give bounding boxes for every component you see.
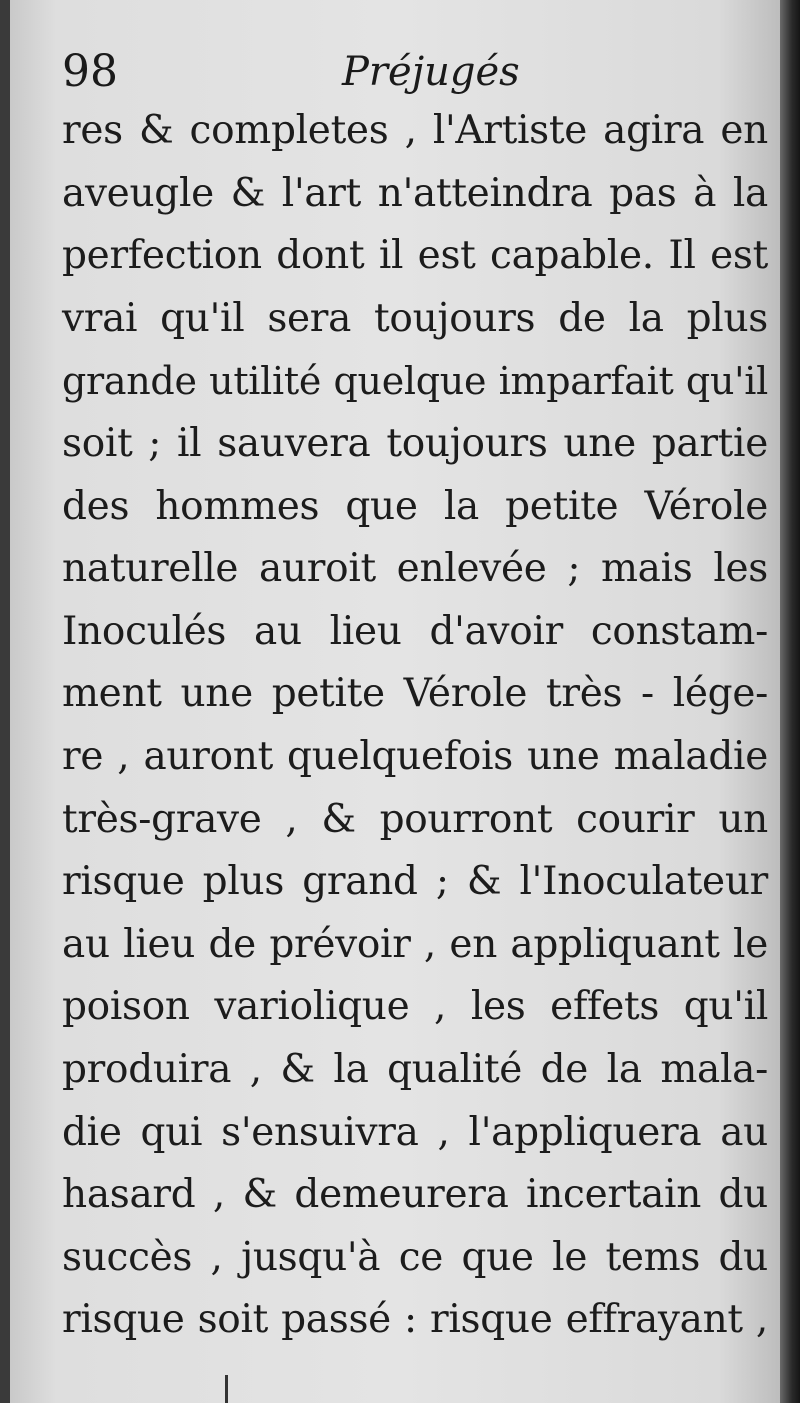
page-number: 98 [62,46,118,97]
text-line: des hommes que la petite Vérole [62,483,768,529]
text-line: Inoculés au lieu d'avoir constam- [62,608,768,654]
book-page [10,0,780,1403]
text-line: perfection dont il est capable. Il est [62,233,768,279]
running-head: Préjugés [342,49,520,95]
footer-mark [225,1375,228,1403]
text-line: très-grave , & pourront courir un [62,796,768,842]
text-line: naturelle auroit enlevée ; mais les [62,546,768,592]
text-line: poison variolique , les effets qu'il [62,984,768,1030]
text-line: risque plus grand ; & l'Inoculateur [62,859,768,905]
text-line: produira , & la qualité de la mala- [62,1046,768,1092]
body-text [62,100,768,1352]
text-line: res & completes , l'Artiste agira en [62,108,768,153]
text-line: aveugle & l'art n'atteindra pas à la [62,170,768,216]
text-line: ment une petite Vérole très - lége- [62,671,768,717]
text-line: grande utilité quelque imparfait qu'il [62,359,768,404]
text-line: risque soit passé : risque effrayant , [62,1297,768,1343]
text-line: succès , jusqu'à ce que le tems du [62,1234,768,1280]
text-line: au lieu de prévoir , en appliquant le [62,921,768,967]
text-line: vrai qu'il sera toujours de la plus [62,295,768,341]
page-header [62,42,762,102]
book-spine [780,0,800,1403]
text-line: hasard , & demeurera incertain du [62,1172,768,1218]
text-line: soit ; il sauvera toujours une partie [62,420,768,466]
text-line: re , auront quelquefois une maladie [62,733,768,779]
text-line: die qui s'ensuivra , l'appliquera au [62,1109,768,1155]
